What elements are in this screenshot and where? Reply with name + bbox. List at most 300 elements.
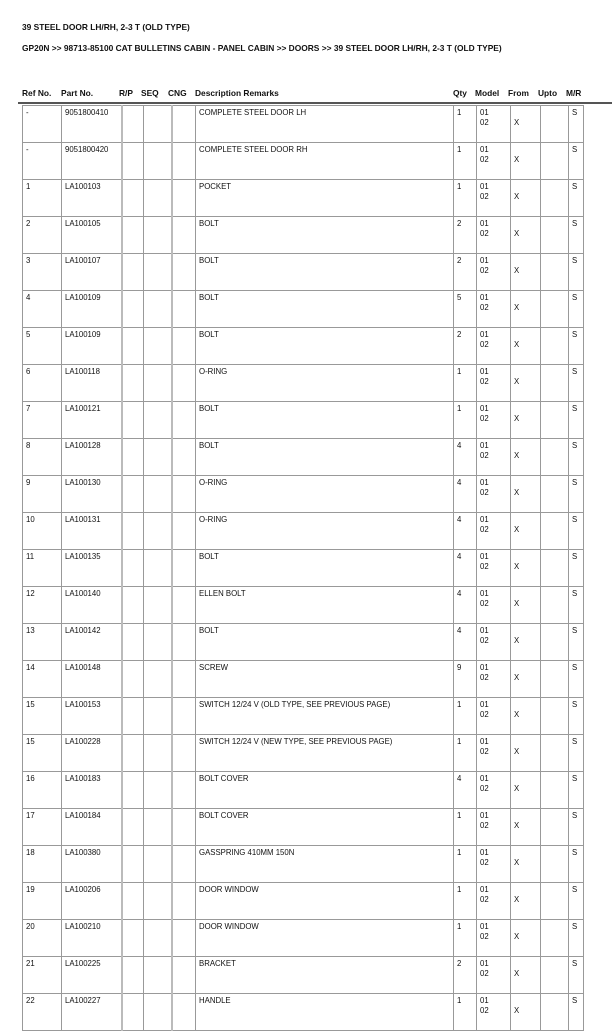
cell-cng <box>172 624 196 661</box>
cell-upto <box>541 957 569 994</box>
cell-mr: S <box>569 180 584 217</box>
cell-model: 01 02 <box>477 698 511 735</box>
cell-cng <box>172 254 196 291</box>
cell-cng <box>172 883 196 920</box>
cell-desc: BOLT COVER <box>196 809 454 846</box>
cell-upto <box>541 254 569 291</box>
col-mr: M/R <box>566 88 582 98</box>
cell-model: 01 02 <box>477 217 511 254</box>
col-qty: Qty <box>453 88 467 98</box>
cell-from: X <box>511 994 541 1031</box>
cell-rp <box>122 735 144 772</box>
cell-part: LA100118 <box>62 365 122 402</box>
cell-part: LA100142 <box>62 624 122 661</box>
cell-cng <box>172 106 196 143</box>
cell-seq <box>144 365 172 402</box>
cell-ref: 20 <box>23 920 62 957</box>
cell-ref: 3 <box>23 254 62 291</box>
table-row <box>23 476 584 513</box>
cell-cng <box>172 217 196 254</box>
cell-cng <box>172 291 196 328</box>
cell-seq <box>144 106 172 143</box>
cell-desc: DOOR WINDOW <box>196 920 454 957</box>
cell-cng <box>172 661 196 698</box>
cell-cng <box>172 957 196 994</box>
cell-rp <box>122 920 144 957</box>
cell-mr: S <box>569 661 584 698</box>
cell-upto <box>541 624 569 661</box>
cell-model: 01 02 <box>477 957 511 994</box>
cell-cng <box>172 402 196 439</box>
cell-desc: BOLT <box>196 328 454 365</box>
cell-mr: S <box>569 402 584 439</box>
cell-cng <box>172 550 196 587</box>
cell-mr: S <box>569 994 584 1031</box>
cell-model: 01 02 <box>477 994 511 1031</box>
cell-part: LA100227 <box>62 994 122 1031</box>
cell-mr: S <box>569 846 584 883</box>
cell-from: X <box>511 698 541 735</box>
table-row <box>23 735 584 772</box>
cell-rp <box>122 846 144 883</box>
cell-cng <box>172 698 196 735</box>
cell-cng <box>172 328 196 365</box>
cell-ref: 9 <box>23 476 62 513</box>
cell-cng <box>172 994 196 1031</box>
cell-rp <box>122 291 144 328</box>
cell-part: LA100210 <box>62 920 122 957</box>
cell-upto <box>541 735 569 772</box>
cell-desc: O-RING <box>196 476 454 513</box>
table-row <box>23 772 584 809</box>
cell-qty: 1 <box>454 846 477 883</box>
cell-cng <box>172 920 196 957</box>
cell-qty: 5 <box>454 291 477 328</box>
cell-from: X <box>511 624 541 661</box>
cell-qty: 2 <box>454 254 477 291</box>
cell-mr: S <box>569 439 584 476</box>
cell-part: LA100131 <box>62 513 122 550</box>
cell-mr: S <box>569 624 584 661</box>
cell-from: X <box>511 180 541 217</box>
cell-mr: S <box>569 735 584 772</box>
cell-mr: S <box>569 254 584 291</box>
cell-upto <box>541 698 569 735</box>
cell-ref: 16 <box>23 772 62 809</box>
cell-upto <box>541 106 569 143</box>
cell-qty: 2 <box>454 957 477 994</box>
cell-ref: 5 <box>23 328 62 365</box>
cell-seq <box>144 809 172 846</box>
cell-rp <box>122 550 144 587</box>
cell-part: LA100184 <box>62 809 122 846</box>
cell-rp <box>122 106 144 143</box>
cell-seq <box>144 217 172 254</box>
cell-ref: 12 <box>23 587 62 624</box>
cell-desc: GASSPRING 410MM 150N <box>196 846 454 883</box>
cell-cng <box>172 735 196 772</box>
cell-upto <box>541 180 569 217</box>
cell-mr: S <box>569 217 584 254</box>
table-row <box>23 846 584 883</box>
table-row <box>23 624 584 661</box>
cell-desc: HANDLE <box>196 994 454 1031</box>
cell-rp <box>122 217 144 254</box>
cell-model: 01 02 <box>477 476 511 513</box>
cell-desc: BOLT <box>196 254 454 291</box>
cell-model: 01 02 <box>477 661 511 698</box>
cell-seq <box>144 624 172 661</box>
cell-seq <box>144 180 172 217</box>
cell-upto <box>541 291 569 328</box>
table-row <box>23 957 584 994</box>
cell-part: 9051800420 <box>62 143 122 180</box>
cell-cng <box>172 587 196 624</box>
table-row <box>23 661 584 698</box>
cell-desc: SWITCH 12/24 V (OLD TYPE, SEE PREVIOUS PAGE) <box>196 698 454 735</box>
cell-part: LA100105 <box>62 217 122 254</box>
cell-from: X <box>511 254 541 291</box>
cell-qty: 1 <box>454 180 477 217</box>
cell-part: LA100109 <box>62 328 122 365</box>
cell-desc: BOLT <box>196 550 454 587</box>
cell-model: 01 02 <box>477 846 511 883</box>
cell-mr: S <box>569 291 584 328</box>
cell-part: LA100206 <box>62 883 122 920</box>
cell-rp <box>122 513 144 550</box>
cell-mr: S <box>569 587 584 624</box>
cell-from: X <box>511 550 541 587</box>
cell-model: 01 02 <box>477 809 511 846</box>
cell-upto <box>541 846 569 883</box>
cell-seq <box>144 698 172 735</box>
cell-from: X <box>511 735 541 772</box>
page-title: 39 STEEL DOOR LH/RH, 2-3 T (OLD TYPE) <box>22 22 190 32</box>
cell-qty: 1 <box>454 143 477 180</box>
col-ref: Ref No. <box>22 88 52 98</box>
col-cng: CNG <box>168 88 187 98</box>
cell-desc: O-RING <box>196 513 454 550</box>
col-part: Part No. <box>61 88 94 98</box>
cell-part: LA100128 <box>62 439 122 476</box>
cell-qty: 4 <box>454 476 477 513</box>
cell-from: X <box>511 957 541 994</box>
col-from: From <box>508 88 529 98</box>
cell-rp <box>122 365 144 402</box>
cell-upto <box>541 328 569 365</box>
cell-rp <box>122 624 144 661</box>
cell-ref: - <box>23 143 62 180</box>
cell-ref: 15 <box>23 735 62 772</box>
table-row <box>23 809 584 846</box>
cell-seq <box>144 587 172 624</box>
cell-rp <box>122 180 144 217</box>
cell-ref: 15 <box>23 698 62 735</box>
cell-upto <box>541 587 569 624</box>
cell-desc: BOLT <box>196 624 454 661</box>
table-row <box>23 920 584 957</box>
cell-from: X <box>511 402 541 439</box>
cell-seq <box>144 328 172 365</box>
cell-mr: S <box>569 365 584 402</box>
cell-ref: 1 <box>23 180 62 217</box>
table-row <box>23 587 584 624</box>
table-row <box>23 883 584 920</box>
cell-qty: 1 <box>454 106 477 143</box>
cell-ref: 8 <box>23 439 62 476</box>
cell-upto <box>541 883 569 920</box>
cell-part: LA100135 <box>62 550 122 587</box>
cell-model: 01 02 <box>477 180 511 217</box>
cell-qty: 1 <box>454 402 477 439</box>
cell-desc: SCREW <box>196 661 454 698</box>
cell-desc: POCKET <box>196 180 454 217</box>
cell-part: LA100130 <box>62 476 122 513</box>
table-row <box>23 439 584 476</box>
cell-part: LA100148 <box>62 661 122 698</box>
cell-rp <box>122 772 144 809</box>
cell-model: 01 02 <box>477 254 511 291</box>
cell-upto <box>541 772 569 809</box>
cell-seq <box>144 661 172 698</box>
cell-rp <box>122 698 144 735</box>
table-row <box>23 698 584 735</box>
cell-model: 01 02 <box>477 735 511 772</box>
cell-cng <box>172 365 196 402</box>
cell-model: 01 02 <box>477 883 511 920</box>
cell-part: LA100380 <box>62 846 122 883</box>
cell-desc: BOLT COVER <box>196 772 454 809</box>
cell-cng <box>172 143 196 180</box>
cell-upto <box>541 513 569 550</box>
cell-mr: S <box>569 809 584 846</box>
cell-mr: S <box>569 883 584 920</box>
col-desc: Description Remarks <box>195 88 279 98</box>
cell-part: LA100121 <box>62 402 122 439</box>
cell-rp <box>122 439 144 476</box>
cell-from: X <box>511 809 541 846</box>
cell-rp <box>122 254 144 291</box>
table-row <box>23 180 584 217</box>
cell-rp <box>122 143 144 180</box>
cell-qty: 2 <box>454 328 477 365</box>
cell-mr: S <box>569 476 584 513</box>
cell-qty: 4 <box>454 772 477 809</box>
cell-ref: 13 <box>23 624 62 661</box>
cell-mr: S <box>569 920 584 957</box>
cell-seq <box>144 735 172 772</box>
cell-model: 01 02 <box>477 291 511 328</box>
col-upto: Upto <box>538 88 558 98</box>
table-row <box>23 106 584 143</box>
cell-from: X <box>511 291 541 328</box>
cell-rp <box>122 994 144 1031</box>
cell-ref: 22 <box>23 994 62 1031</box>
cell-from: X <box>511 920 541 957</box>
cell-seq <box>144 550 172 587</box>
table-row <box>23 365 584 402</box>
parts-table <box>22 105 584 1031</box>
cell-upto <box>541 476 569 513</box>
cell-upto <box>541 143 569 180</box>
breadcrumb: GP20N >> 98713-85100 CAT BULLETINS CABIN - PANEL CABIN >> DOORS >> 39 STEEL DOOR LH/RH, 2-3 T (OLD TYPE) <box>22 43 502 53</box>
cell-ref: 10 <box>23 513 62 550</box>
cell-upto <box>541 550 569 587</box>
cell-rp <box>122 883 144 920</box>
table-row <box>23 513 584 550</box>
cell-mr: S <box>569 698 584 735</box>
cell-ref: 19 <box>23 883 62 920</box>
cell-ref: 7 <box>23 402 62 439</box>
cell-upto <box>541 402 569 439</box>
cell-ref: - <box>23 106 62 143</box>
cell-mr: S <box>569 550 584 587</box>
cell-model: 01 02 <box>477 402 511 439</box>
table-row <box>23 550 584 587</box>
cell-mr: S <box>569 513 584 550</box>
cell-model: 01 02 <box>477 513 511 550</box>
cell-model: 01 02 <box>477 365 511 402</box>
table-row <box>23 291 584 328</box>
cell-from: X <box>511 106 541 143</box>
cell-qty: 1 <box>454 698 477 735</box>
cell-from: X <box>511 143 541 180</box>
cell-from: X <box>511 439 541 476</box>
cell-cng <box>172 180 196 217</box>
cell-upto <box>541 809 569 846</box>
table-row <box>23 328 584 365</box>
cell-rp <box>122 587 144 624</box>
cell-seq <box>144 957 172 994</box>
cell-cng <box>172 513 196 550</box>
cell-from: X <box>511 772 541 809</box>
cell-model: 01 02 <box>477 328 511 365</box>
cell-model: 01 02 <box>477 587 511 624</box>
cell-rp <box>122 957 144 994</box>
table-row <box>23 254 584 291</box>
cell-part: LA100140 <box>62 587 122 624</box>
cell-part: LA100183 <box>62 772 122 809</box>
cell-mr: S <box>569 106 584 143</box>
cell-part: LA100153 <box>62 698 122 735</box>
cell-model: 01 02 <box>477 772 511 809</box>
cell-model: 01 02 <box>477 920 511 957</box>
cell-rp <box>122 661 144 698</box>
cell-desc: COMPLETE STEEL DOOR LH <box>196 106 454 143</box>
cell-seq <box>144 994 172 1031</box>
cell-ref: 17 <box>23 809 62 846</box>
cell-upto <box>541 439 569 476</box>
cell-part: LA100225 <box>62 957 122 994</box>
cell-part: LA100107 <box>62 254 122 291</box>
table-row <box>23 143 584 180</box>
col-seq: SEQ <box>141 88 159 98</box>
cell-from: X <box>511 846 541 883</box>
cell-cng <box>172 809 196 846</box>
cell-qty: 1 <box>454 365 477 402</box>
cell-part: LA100103 <box>62 180 122 217</box>
col-rp: R/P <box>119 88 133 98</box>
cell-ref: 6 <box>23 365 62 402</box>
cell-upto <box>541 365 569 402</box>
cell-seq <box>144 513 172 550</box>
cell-model: 01 02 <box>477 439 511 476</box>
cell-rp <box>122 402 144 439</box>
cell-part: LA100109 <box>62 291 122 328</box>
cell-seq <box>144 402 172 439</box>
cell-from: X <box>511 883 541 920</box>
cell-seq <box>144 883 172 920</box>
cell-cng <box>172 476 196 513</box>
cell-from: X <box>511 328 541 365</box>
cell-from: X <box>511 365 541 402</box>
cell-desc: BOLT <box>196 439 454 476</box>
cell-seq <box>144 476 172 513</box>
cell-from: X <box>511 217 541 254</box>
cell-qty: 2 <box>454 217 477 254</box>
cell-model: 01 02 <box>477 143 511 180</box>
cell-qty: 1 <box>454 994 477 1031</box>
cell-upto <box>541 661 569 698</box>
cell-seq <box>144 291 172 328</box>
cell-seq <box>144 772 172 809</box>
cell-qty: 9 <box>454 661 477 698</box>
cell-seq <box>144 846 172 883</box>
cell-seq <box>144 143 172 180</box>
table-row <box>23 217 584 254</box>
cell-ref: 4 <box>23 291 62 328</box>
cell-ref: 14 <box>23 661 62 698</box>
cell-qty: 4 <box>454 550 477 587</box>
cell-seq <box>144 439 172 476</box>
cell-ref: 2 <box>23 217 62 254</box>
cell-rp <box>122 328 144 365</box>
cell-part: LA100228 <box>62 735 122 772</box>
cell-part: 9051800410 <box>62 106 122 143</box>
col-model: Model <box>475 88 500 98</box>
cell-desc: BOLT <box>196 402 454 439</box>
cell-desc: COMPLETE STEEL DOOR RH <box>196 143 454 180</box>
cell-ref: 18 <box>23 846 62 883</box>
cell-qty: 4 <box>454 587 477 624</box>
cell-from: X <box>511 476 541 513</box>
cell-upto <box>541 217 569 254</box>
cell-desc: DOOR WINDOW <box>196 883 454 920</box>
cell-upto <box>541 994 569 1031</box>
cell-qty: 1 <box>454 883 477 920</box>
cell-desc: SWITCH 12/24 V (NEW TYPE, SEE PREVIOUS PAGE) <box>196 735 454 772</box>
cell-mr: S <box>569 143 584 180</box>
cell-ref: 21 <box>23 957 62 994</box>
cell-ref: 11 <box>23 550 62 587</box>
cell-qty: 4 <box>454 513 477 550</box>
cell-qty: 1 <box>454 809 477 846</box>
cell-from: X <box>511 661 541 698</box>
table-row <box>23 994 584 1031</box>
cell-qty: 1 <box>454 735 477 772</box>
header-divider <box>18 102 612 104</box>
cell-desc: ELLEN BOLT <box>196 587 454 624</box>
cell-desc: O-RING <box>196 365 454 402</box>
cell-from: X <box>511 513 541 550</box>
cell-mr: S <box>569 957 584 994</box>
cell-cng <box>172 846 196 883</box>
cell-from: X <box>511 587 541 624</box>
cell-rp <box>122 476 144 513</box>
cell-model: 01 02 <box>477 550 511 587</box>
table-row <box>23 402 584 439</box>
cell-upto <box>541 920 569 957</box>
